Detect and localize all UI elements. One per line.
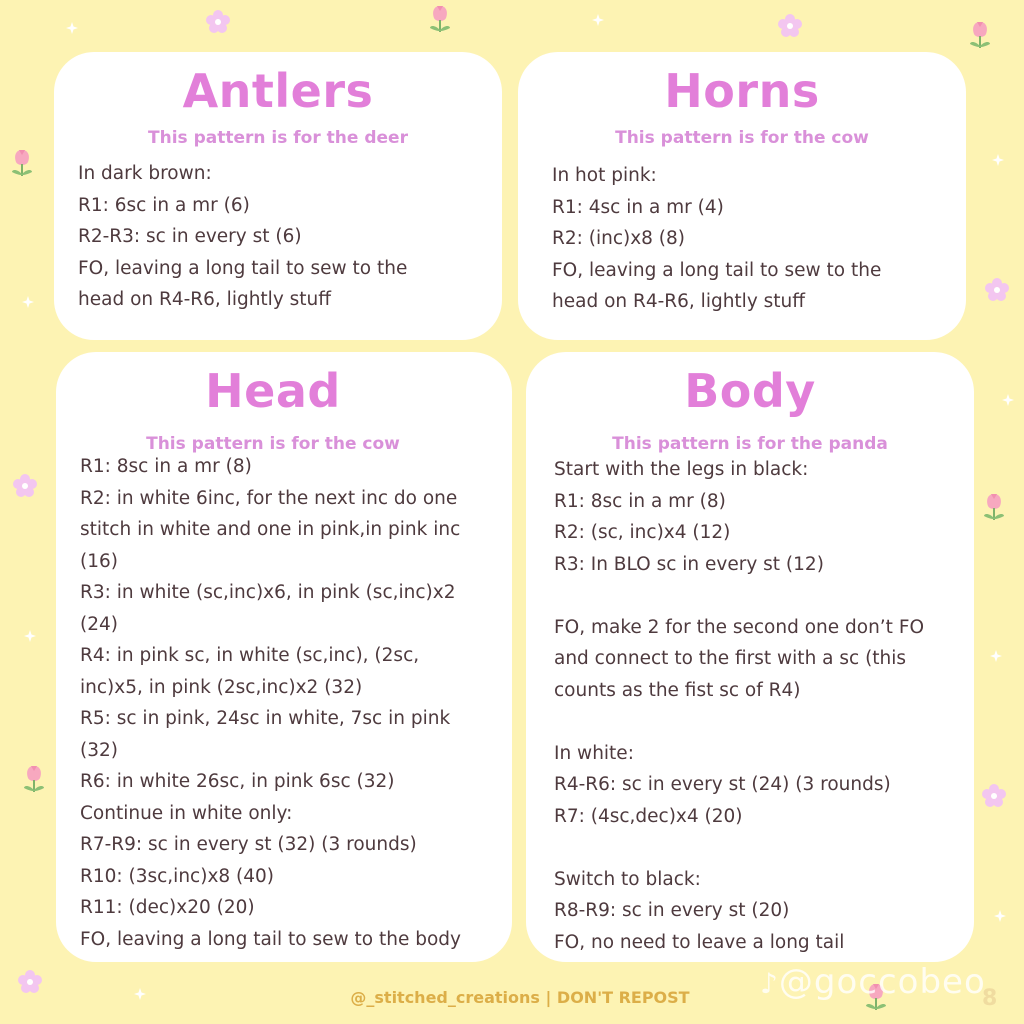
sparkle-icon bbox=[1002, 394, 1014, 406]
instruction-line: R7: (4sc,dec)x4 (20) bbox=[554, 805, 743, 827]
instruction-line: FO, make 2 for the second one don’t FO bbox=[554, 616, 925, 638]
instruction-line: R4: in pink sc, in white (sc,inc), (2sc, bbox=[80, 645, 420, 666]
flower-icon bbox=[985, 278, 1009, 301]
sparkle-icon bbox=[992, 154, 1004, 166]
instruction-line bbox=[554, 832, 956, 864]
horns-subtitle: This pattern is for the cow bbox=[615, 128, 869, 148]
sparkle-icon bbox=[66, 22, 78, 34]
instruction-line: stitch in white and one in pink,in pink inc bbox=[80, 519, 461, 540]
tulip-icon bbox=[984, 494, 1004, 520]
body-card bbox=[526, 352, 974, 962]
instruction-line: Switch to black: bbox=[554, 868, 701, 890]
head-subtitle: This pattern is for the cow bbox=[146, 434, 400, 454]
tulip-icon bbox=[430, 6, 450, 32]
instruction-line: R7-R9: sc in every st (32) (3 rounds) bbox=[80, 834, 417, 855]
instruction-line: R1: 4sc in a mr (4) bbox=[552, 196, 724, 218]
antlers-card bbox=[54, 52, 502, 340]
instruction-line: R1: 6sc in a mr (6) bbox=[78, 194, 250, 216]
antlers-title: Antlers bbox=[182, 64, 374, 118]
sparkle-icon bbox=[22, 296, 34, 308]
instruction-line: head on R4-R6, lightly stuff bbox=[78, 289, 332, 310]
instruction-line: R3: in white (sc,inc)x6, in pink (sc,inc)x2 bbox=[80, 582, 456, 603]
sparkle-icon bbox=[994, 910, 1006, 922]
instruction-line: inc)x5, in pink (2sc,inc)x2 (32) bbox=[80, 676, 363, 698]
tulip-icon bbox=[970, 22, 990, 48]
body-title: Body bbox=[684, 364, 816, 418]
instruction-line: In dark brown: bbox=[78, 163, 212, 184]
instruction-line: FO, leaving a long tail to sew to the body bbox=[80, 928, 461, 950]
instruction-line: R2: (inc)x8 (8) bbox=[552, 228, 686, 249]
horns-instructions bbox=[552, 160, 948, 318]
instruction-line: In hot pink: bbox=[552, 165, 657, 186]
instruction-line: counts as the fist sc of R4) bbox=[554, 679, 801, 701]
instruction-line: (32) bbox=[80, 739, 118, 761]
instruction-line: R6: in white 26sc, in pink 6sc (32) bbox=[80, 771, 395, 792]
horns-card bbox=[518, 52, 966, 340]
tiktok-icon: ♪ bbox=[760, 967, 779, 1000]
instruction-line: FO, leaving a long tail to sew to the bbox=[78, 257, 408, 279]
sparkle-icon bbox=[990, 650, 1002, 662]
page-number: 8 bbox=[982, 986, 998, 1011]
instruction-line: R4-R6: sc in every st (24) (3 rounds) bbox=[554, 774, 891, 795]
horns-title: Horns bbox=[664, 64, 820, 118]
instruction-line: R3: In BLO sc in every st (12) bbox=[554, 553, 824, 575]
instruction-line bbox=[554, 706, 956, 738]
instruction-line: and connect to the first with a sc (this bbox=[554, 648, 907, 669]
instruction-line bbox=[554, 580, 956, 612]
instruction-line: head on R4-R6, lightly stuff bbox=[552, 291, 806, 312]
head-title: Head bbox=[205, 364, 341, 418]
tulip-icon bbox=[24, 766, 44, 792]
instruction-line: R2-R3: sc in every st (6) bbox=[78, 226, 302, 247]
head-instructions bbox=[80, 451, 494, 955]
instruction-line: FO, no need to leave a long tail bbox=[554, 931, 845, 953]
flower-icon bbox=[778, 14, 802, 37]
antlers-subtitle: This pattern is for the deer bbox=[148, 128, 408, 148]
head-card bbox=[56, 352, 512, 962]
sparkle-icon bbox=[24, 630, 36, 642]
instruction-line: R10: (3sc,inc)x8 (40) bbox=[80, 865, 275, 887]
sparkle-icon bbox=[592, 14, 604, 26]
instruction-line: R2: in white 6inc, for the next inc do one bbox=[80, 487, 458, 509]
instruction-line: Start with the legs in black: bbox=[554, 459, 809, 480]
tiktok-watermark bbox=[760, 962, 986, 1002]
instruction-line: R11: (dec)x20 (20) bbox=[80, 897, 255, 918]
watermark-handle: @goccobeo bbox=[778, 962, 986, 1002]
instruction-line: R1: 8sc in a mr (8) bbox=[80, 456, 252, 477]
instruction-line: R5: sc in pink, 24sc in white, 7sc in pink bbox=[80, 708, 451, 729]
instruction-line: R8-R9: sc in every st (20) bbox=[554, 900, 790, 921]
flower-icon bbox=[206, 10, 230, 33]
tulip-icon bbox=[12, 150, 32, 176]
instruction-line: R1: 8sc in a mr (8) bbox=[554, 490, 726, 512]
antlers-instructions bbox=[78, 158, 484, 316]
flower-icon bbox=[13, 474, 37, 497]
instruction-line: (16) bbox=[80, 550, 118, 572]
instruction-line: (24) bbox=[80, 613, 118, 635]
instruction-line: Continue in white only: bbox=[80, 802, 293, 824]
flower-icon bbox=[982, 784, 1006, 807]
footer-credit: @_stitched_creations | DON'T REPOST bbox=[350, 988, 690, 1007]
instruction-line: FO, leaving a long tail to sew to the bbox=[552, 259, 882, 281]
instruction-line: R2: (sc, inc)x4 (12) bbox=[554, 522, 731, 543]
body-instructions bbox=[554, 454, 956, 958]
instruction-line: In white: bbox=[554, 742, 634, 764]
body-subtitle: This pattern is for the panda bbox=[612, 434, 888, 454]
